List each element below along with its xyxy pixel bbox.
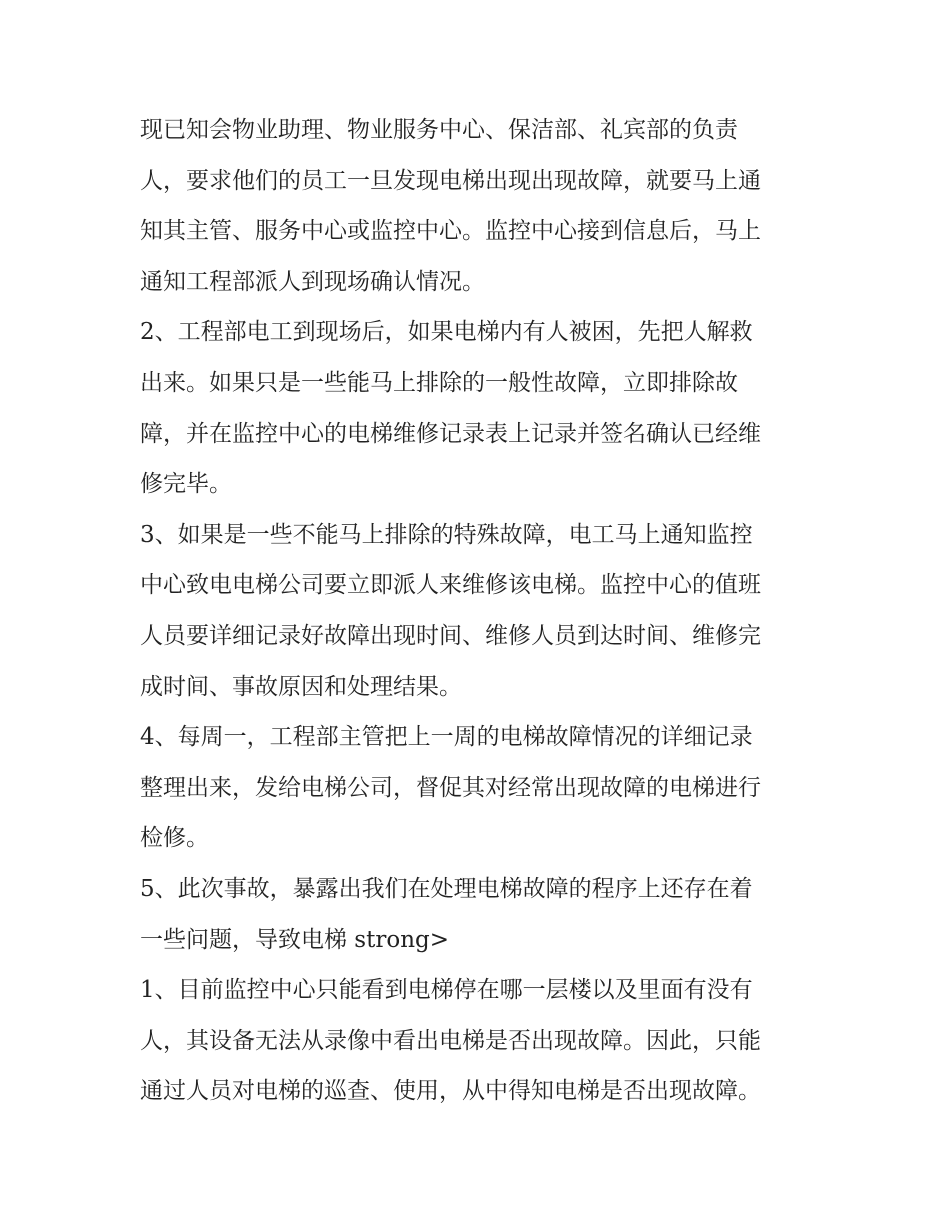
text-line: 检修。	[140, 825, 209, 852]
text-line: 障，并在监控中心的电梯维修记录表上记录并签名确认已经维	[140, 420, 761, 447]
text-line: 人，要求他们的员工一旦发现电梯出现出现故障，就要马上通	[140, 167, 761, 194]
text-line: 修完毕。	[140, 471, 232, 498]
text-line: 知其主管、服务中心或监控中心。监控中心接到信息后，马上	[140, 218, 761, 245]
text-line: 成时间、事故原因和处理结果。	[140, 673, 462, 700]
text-line: 人员要详细记录好故障出现时间、维修人员到达时间、维修完	[140, 622, 761, 649]
text-line: 出来。如果只是一些能马上排除的一般性故障，立即排除故	[140, 369, 738, 396]
text-line: 通知工程部派人到现场确认情况。	[140, 268, 485, 295]
text-line: 5、此次事故，暴露出我们在处理电梯故障的程序上还存在着	[140, 875, 753, 902]
text-line: 一些问题，导致电梯 strong>	[140, 926, 450, 953]
text-line: 人，其设备无法从录像中看出电梯是否出现故障。因此，只能	[140, 1027, 761, 1054]
text-line: 1、目前监控中心只能看到电梯停在哪一层楼以及里面有没有	[140, 977, 753, 1004]
text-line: 现已知会物业助理、物业服务中心、保洁部、礼宾部的负责	[140, 117, 738, 143]
text-line: 3、如果是一些不能马上排除的特殊故障，电工马上通知监控	[140, 521, 753, 548]
text-line: 4、每周一，工程部主管把上一周的电梯故障情况的详细记录	[140, 724, 753, 751]
text-line: 整理出来，发给电梯公司，督促其对经常出现故障的电梯进行	[140, 774, 761, 801]
text-line: 2、工程部电工到现场后，如果电梯内有人被困，先把人解救	[140, 319, 753, 346]
document-body	[140, 105, 820, 1117]
text-line: 通过人员对电梯的巡查、使用，从中得知电梯是否出现故障。	[140, 1078, 761, 1105]
text-line: 中心致电电梯公司要立即派人来维修该电梯。监控中心的值班	[140, 572, 761, 599]
